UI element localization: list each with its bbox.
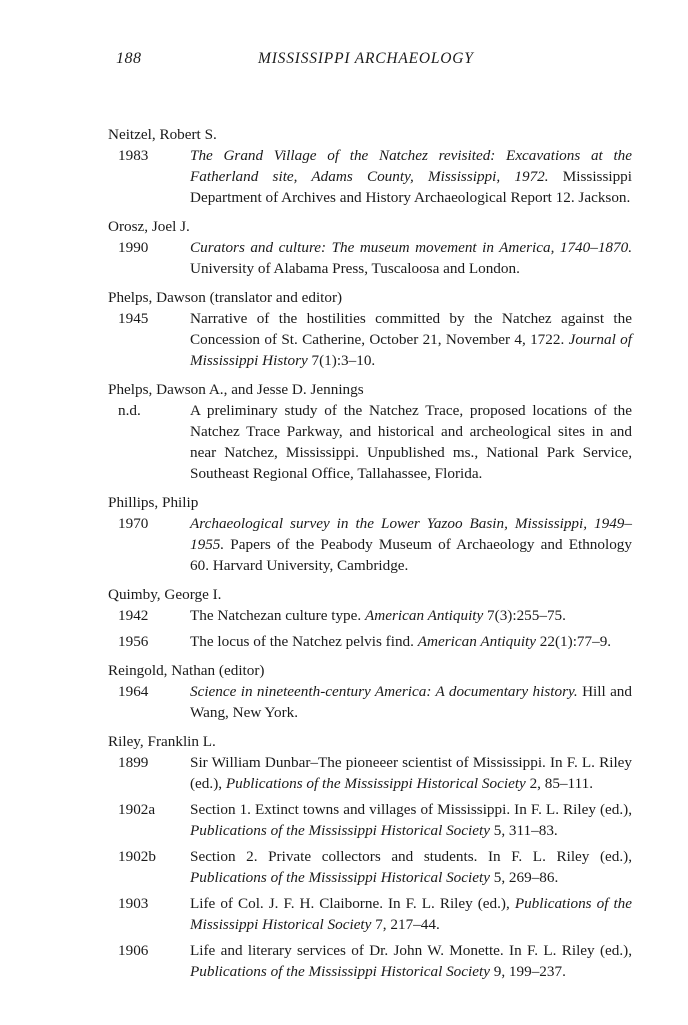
citation-text: Life of Col. J. F. H. Claiborne. In F. L. Riley (ed.), (190, 895, 515, 912)
citation-title-italic: Publications of the Mississippi Historical Society (190, 869, 490, 886)
citation-text: 5, 269–86. (489, 869, 559, 886)
entry-year: 1970 (118, 515, 149, 532)
entry-citation (190, 631, 632, 652)
citation-text: 7, 217–44. (371, 916, 440, 933)
author-name: Quimby, George I. (108, 586, 222, 603)
author-block (0, 731, 688, 982)
author-name: Neitzel, Robert S. (108, 126, 217, 143)
citation-title-italic: Science in nineteenth-century America: A documentary history. (190, 683, 578, 700)
citation-text: Mississippi Department of Archives and History Archaeological Report 12. Jackson. (190, 168, 632, 206)
author-block (0, 584, 688, 652)
bibliography-entry (0, 400, 688, 484)
entry-year: 1964 (118, 683, 149, 700)
entry-year: 1902b (118, 848, 156, 865)
entry-citation (190, 752, 632, 794)
entry-citation (190, 799, 632, 841)
citation-text: 5, 311–83. (489, 822, 558, 839)
entry-citation (190, 893, 632, 935)
entry-year: 1906 (118, 942, 149, 959)
citation-title-italic: Publications of the Mississippi Historical Society (190, 963, 490, 980)
bibliography-entry (0, 681, 688, 723)
author-block (0, 287, 688, 371)
citation-title-italic: The Grand Village of the Natchez revisited: Excavations at the Fatherland site, Adams County, Mississippi, 1972. (190, 147, 632, 185)
entry-citation (190, 681, 632, 723)
bibliography-entry (0, 145, 688, 208)
entry-year: 1945 (118, 310, 149, 327)
citation-text: 2, 85–111. (525, 775, 593, 792)
citation-text: University of Alabama Press, Tuscaloosa and London. (190, 260, 520, 277)
entry-year: 1899 (118, 754, 149, 771)
citation-title-italic: Publications of the Mississippi Historical Society (225, 775, 526, 792)
entry-citation (190, 400, 632, 484)
citation-title-italic: Journal of Mississippi History (190, 331, 632, 369)
running-head: MISSISSIPPI ARCHAEOLOGY (258, 50, 474, 67)
page-header (0, 50, 688, 74)
citation-text: 9, 199–237. (489, 963, 566, 980)
author-block (0, 216, 688, 279)
bibliography-entry (0, 631, 688, 652)
citation-title-italic: Publications of the Mississippi Historical Society (190, 895, 632, 933)
entry-year: 1990 (118, 239, 149, 256)
entry-citation (190, 940, 632, 982)
entry-citation (190, 513, 632, 576)
page-number: 188 (116, 50, 142, 67)
citation-text: 7(1):3–10. (307, 352, 376, 369)
citation-text: Narrative of the hostilities committed by the Natchez against the Concession of St. Catherine, October 21, November 4, 1722. (190, 310, 632, 348)
citation-title-italic: American Antiquity (365, 607, 484, 624)
bibliography-entry (0, 940, 688, 982)
bibliography-entry (0, 752, 688, 794)
author-name: Phillips, Philip (108, 494, 199, 511)
author-block (0, 124, 688, 208)
entry-year: n.d. (118, 402, 141, 419)
author-name: Reingold, Nathan (editor) (108, 662, 265, 679)
author-name: Phelps, Dawson (translator and editor) (108, 289, 343, 306)
bibliography-entry (0, 846, 688, 888)
citation-text: 22(1):77–9. (536, 633, 612, 650)
bibliography-entry (0, 513, 688, 576)
citation-text: The Natchezan culture type. (190, 607, 365, 624)
citation-title-italic: Curators and culture: The museum movement in America, 1740–1870. (190, 239, 632, 256)
citation-text: Papers of the Peabody Museum of Archaeology and Ethnology 60. Harvard University, Cambridge. (190, 536, 632, 574)
entry-year: 1903 (118, 895, 149, 912)
citation-text: 7(3):255–75. (483, 607, 566, 624)
bibliography-entry (0, 308, 688, 371)
citation-text: A preliminary study of the Natchez Trace, proposed locations of the Natchez Trace Parkway, and historical and archeological sites in and near Natchez, Mississippi. Unpublished ms., National Park Service, Southeast Regional Office, Tallahassee, Florida. (190, 402, 632, 482)
bibliography-entry (0, 237, 688, 279)
bibliography-entry (0, 605, 688, 626)
bibliography-list (0, 124, 688, 990)
entry-citation (190, 237, 632, 279)
entry-citation (190, 145, 632, 208)
entry-year: 1956 (118, 633, 149, 650)
entry-citation (190, 605, 632, 626)
author-block (0, 660, 688, 723)
author-block (0, 379, 688, 484)
author-name: Orosz, Joel J. (108, 218, 190, 235)
author-block (0, 492, 688, 576)
citation-title-italic: American Antiquity (417, 633, 536, 650)
citation-text: Sir William Dunbar–The pioneeer scientist of Mississippi. In F. L. Riley (ed.), (190, 754, 632, 792)
citation-title-italic: Archaeological survey in the Lower Yazoo Basin, Mississippi, 1949–1955. (190, 515, 632, 553)
citation-text: Hill and Wang, New York. (190, 683, 632, 721)
author-name: Phelps, Dawson A., and Jesse D. Jennings (108, 381, 364, 398)
bibliography-entry (0, 799, 688, 841)
citation-text: Section 2. Private collectors and students. In F. L. Riley (ed.), (190, 848, 632, 865)
bibliography-entry (0, 893, 688, 935)
citation-text: Section 1. Extinct towns and villages of Mississippi. In F. L. Riley (ed.), (190, 801, 632, 818)
entry-citation (190, 308, 632, 371)
entry-citation (190, 846, 632, 888)
author-name: Riley, Franklin L. (108, 733, 216, 750)
entry-year: 1983 (118, 147, 149, 164)
citation-text: The locus of the Natchez pelvis find. (190, 633, 418, 650)
citation-title-italic: Publications of the Mississippi Historical Society (190, 822, 490, 839)
entry-year: 1942 (118, 607, 149, 624)
entry-year: 1902a (118, 801, 156, 818)
citation-text: Life and literary services of Dr. John W. Monette. In F. L. Riley (ed.), (190, 942, 632, 959)
